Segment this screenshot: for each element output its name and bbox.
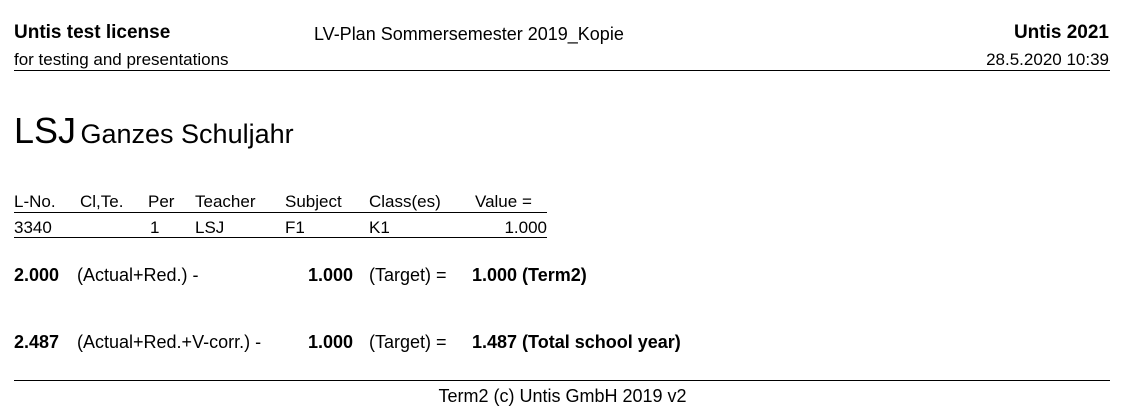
target-value: 1.000 <box>308 265 354 285</box>
plan-name: LV-Plan Sommersemester 2019_Kopie <box>314 24 624 44</box>
license-title: Untis test license <box>14 22 171 43</box>
page-title <box>14 110 294 152</box>
cell-classes: K1 <box>369 218 390 237</box>
teacher-name: Ganzes Schuljahr <box>80 119 294 149</box>
actual-label: (Actual+Red.) - <box>77 265 199 285</box>
actual-label: (Actual+Red.+V-corr.) - <box>77 332 262 352</box>
target-label: (Target) = <box>369 332 447 352</box>
result-value: 1.000 (Term2) <box>472 265 587 285</box>
column-header-teacher: Teacher <box>195 192 256 211</box>
column-header-lno: L-No. <box>14 192 56 211</box>
column-header-subject: Subject <box>285 192 342 211</box>
actual-value: 2.000 <box>14 265 60 285</box>
cell-lno: 3340 <box>14 218 52 237</box>
actual-value: 2.487 <box>14 332 60 352</box>
license-subtitle: for testing and presentations <box>14 50 229 69</box>
table-row-underline <box>14 237 547 238</box>
cell-value: 1.000 <box>504 218 547 237</box>
report-datetime: 28.5.2020 10:39 <box>986 50 1109 69</box>
footer-text: Term2 (c) Untis GmbH 2019 v2 <box>438 386 687 406</box>
target-value: 1.000 <box>308 332 354 352</box>
cell-per: 1 <box>150 218 160 237</box>
cell-teacher: LSJ <box>195 218 225 237</box>
column-header-classes: Class(es) <box>369 192 441 211</box>
footer-divider <box>14 380 1110 381</box>
header-divider <box>14 70 1110 71</box>
product-name: Untis 2021 <box>1013 22 1109 43</box>
column-header-per: Per <box>148 192 175 211</box>
column-header-clte: Cl,Te. <box>80 192 124 211</box>
table-header-underline <box>14 212 547 213</box>
column-header-value: Value = <box>475 192 532 211</box>
cell-subject: F1 <box>285 218 305 237</box>
teacher-code: LSJ <box>14 110 77 151</box>
target-label: (Target) = <box>369 265 447 285</box>
result-value: 1.487 (Total school year) <box>472 332 681 352</box>
